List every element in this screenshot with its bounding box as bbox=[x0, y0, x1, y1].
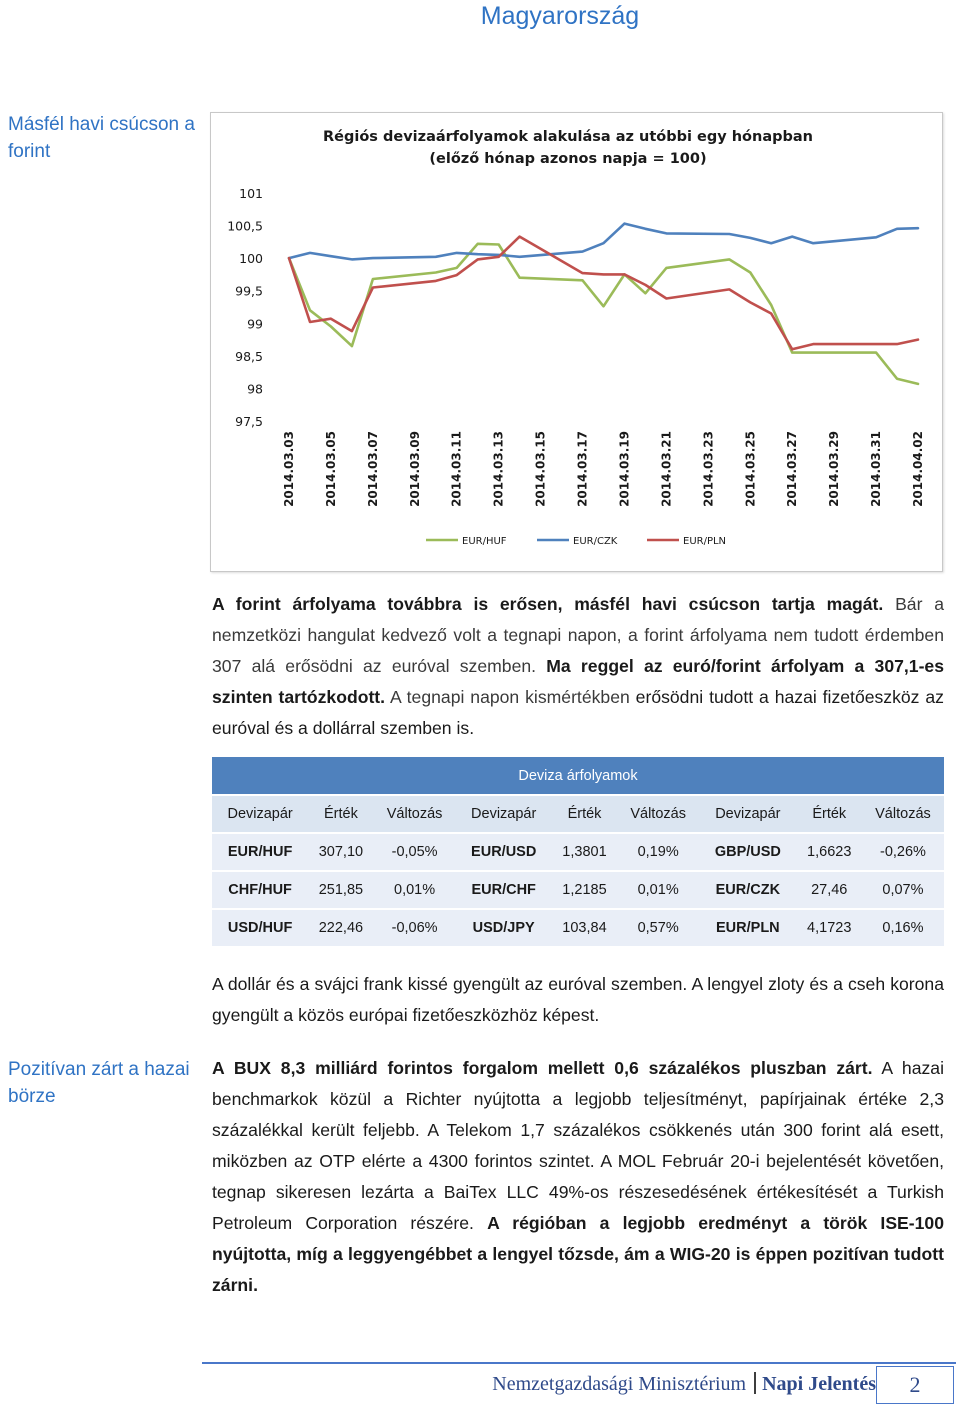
exchange-rate-chart bbox=[210, 112, 943, 572]
page-number: 2 bbox=[876, 1366, 954, 1404]
x-tick-label: 2014.03.11 bbox=[449, 431, 464, 507]
column-header: Változás bbox=[374, 795, 456, 833]
table-cell: 1,2185 bbox=[552, 871, 617, 909]
table-cell: 0,16% bbox=[862, 909, 944, 947]
x-tick-label: 2014.03.19 bbox=[617, 431, 632, 507]
forint-paragraph bbox=[212, 589, 944, 744]
table-cell: 0,01% bbox=[617, 871, 699, 909]
legend-label: EUR/PLN bbox=[683, 536, 727, 547]
y-tick-label: 100,5 bbox=[227, 218, 263, 234]
table-cell: 27,46 bbox=[797, 871, 862, 909]
legend-label: EUR/HUF bbox=[462, 536, 507, 547]
y-axis bbox=[227, 186, 263, 429]
table-cell: 0,57% bbox=[617, 909, 699, 947]
forint-highlight: Ma reggel az euró/forint árfolyam a 307,1-es szinten tartózkodott. bbox=[212, 656, 944, 707]
series-line-eur-pln bbox=[289, 237, 918, 350]
y-tick-label: 100 bbox=[239, 251, 263, 267]
column-header: Változás bbox=[862, 795, 944, 833]
footer bbox=[492, 1372, 876, 1396]
forint-text-1: Bár a nemzetközi hangulat kedvező volt a tegnapi napon, a forint árfolyama nem tudott érdemben 307 alá erősödni az euróval szemben. bbox=[212, 594, 944, 676]
table-cell: 103,84 bbox=[552, 909, 617, 947]
table-title: Deviza árfolyamok bbox=[212, 757, 944, 795]
page-title: Magyarország bbox=[480, 2, 640, 30]
y-tick-label: 101 bbox=[239, 186, 263, 201]
section-title-forint: Másfél havi csúcson a forint bbox=[8, 114, 195, 162]
footer-report: Napi Jelentés bbox=[762, 1373, 876, 1395]
column-header: Devizapár bbox=[212, 795, 308, 833]
table-cell: 0,07% bbox=[862, 871, 944, 909]
legend-label: EUR/CZK bbox=[573, 536, 618, 547]
y-tick-label: 99 bbox=[247, 316, 263, 332]
x-tick-label: 2014.03.29 bbox=[827, 431, 842, 507]
chart-canvas bbox=[211, 113, 944, 573]
table-cell: -0,26% bbox=[862, 833, 944, 871]
table-cell: CHF/HUF bbox=[212, 871, 308, 909]
x-tick-label: 2014.03.15 bbox=[533, 431, 548, 507]
table-cell: EUR/USD bbox=[456, 833, 552, 871]
table-cell: 0,01% bbox=[374, 871, 456, 909]
currency-paragraph: A dollár és a svájci frank kissé gyengült az euróval szemben. A lengyel zloty és a cseh korona gyengült a közös európai fizetőeszközhöz képest. bbox=[212, 974, 944, 1025]
footer-separator bbox=[754, 1372, 756, 1394]
series-line-eur-czk bbox=[289, 224, 918, 260]
table-cell: 307,10 bbox=[308, 833, 373, 871]
x-axis bbox=[282, 431, 925, 507]
chart-title: Régiós devizaárfolyamok alakulása az utóbbi egy hónapban bbox=[323, 129, 813, 145]
bourse-highlight: A régióban a legjobb eredményt a török ISE-100 nyújtotta, míg a leggyengébbet a lengyel tőzsde, ám a WIG-20 is éppen pozitívan tudott zárni. bbox=[212, 1213, 945, 1295]
table-cell: GBP/USD bbox=[699, 833, 796, 871]
chart-legend bbox=[426, 536, 726, 547]
bourse-headline: A BUX 8,3 milliárd forintos forgalom mellett 0,6 százalékos pluszban zárt. bbox=[212, 1058, 873, 1078]
forint-headline: A forint árfolyama továbbra is erősen, másfél havi csúcson tartja magát. bbox=[212, 594, 884, 614]
table-cell: 1,3801 bbox=[552, 833, 617, 871]
x-tick-label: 2014.03.03 bbox=[282, 431, 296, 507]
column-header: Érték bbox=[308, 795, 373, 833]
column-header: Változás bbox=[617, 795, 699, 833]
table-cell: -0,05% bbox=[374, 833, 456, 871]
table-cell: EUR/CZK bbox=[699, 871, 796, 909]
footer-ministry: Nemzetgazdasági Minisztérium bbox=[492, 1373, 747, 1395]
column-header: Érték bbox=[797, 795, 862, 833]
x-tick-label: 2014.03.05 bbox=[323, 431, 338, 507]
table-row bbox=[212, 909, 944, 947]
footer-rule bbox=[202, 1362, 956, 1364]
forint-text-2: A tegnapi napon kismértékben bbox=[385, 687, 636, 707]
table-cell: -0,06% bbox=[374, 909, 456, 947]
table-cell: 4,1723 bbox=[797, 909, 862, 947]
table-row bbox=[212, 833, 944, 871]
chart-subtitle: (előző hónap azonos napja = 100) bbox=[429, 151, 707, 167]
column-header: Érték bbox=[552, 795, 617, 833]
column-header: Devizapár bbox=[699, 795, 796, 833]
table-header-row bbox=[212, 795, 944, 833]
table-cell: 0,19% bbox=[617, 833, 699, 871]
x-tick-label: 2014.03.23 bbox=[701, 431, 716, 507]
table-cell: EUR/PLN bbox=[699, 909, 796, 947]
table-cell: USD/JPY bbox=[456, 909, 552, 947]
bourse-paragraph bbox=[212, 1053, 944, 1301]
table-cell: EUR/HUF bbox=[212, 833, 308, 871]
x-tick-label: 2014.03.17 bbox=[575, 431, 590, 507]
x-tick-label: 2014.03.31 bbox=[869, 431, 884, 507]
table-cell: 251,85 bbox=[308, 871, 373, 909]
bourse-text: A hazai benchmarkok közül a Richter nyújtotta a legjobb teljesítményt, papírjainak értéke 2,3 százalékkal került feljebb. A Telekom 1,7 százalékos csökkenés után 300 forint alá esett, miközben az OTP elérte a 4300 forintos szintet. A MOL Február 20-i bejelentését követően, tegnap sikeresen lezárta a BaiTex LLC 49%-os részesedésének értékesítését a Turkish Petroleum Corporation részére. bbox=[212, 1058, 944, 1233]
x-tick-label: 2014.03.21 bbox=[659, 431, 674, 507]
x-tick-label: 2014.04.02 bbox=[911, 431, 925, 507]
table-row bbox=[212, 871, 944, 909]
x-tick-label: 2014.03.13 bbox=[491, 431, 506, 507]
x-tick-label: 2014.03.07 bbox=[365, 431, 380, 507]
table-cell: 1,6623 bbox=[797, 833, 862, 871]
y-tick-label: 97,5 bbox=[235, 414, 263, 429]
x-tick-label: 2014.03.09 bbox=[407, 431, 422, 507]
table-cell: EUR/CHF bbox=[456, 871, 552, 909]
section-title-bourse: Pozitívan zárt a hazai börze bbox=[8, 1059, 190, 1107]
forint-text-3: erősödni tudott a hazai fizetőeszköz az euróval és a dollárral szemben is. bbox=[212, 687, 944, 738]
table-cell: USD/HUF bbox=[212, 909, 308, 947]
y-tick-label: 99,5 bbox=[235, 283, 263, 299]
currency-rates-table bbox=[212, 757, 944, 948]
y-tick-label: 98,5 bbox=[235, 348, 263, 364]
series-lines bbox=[289, 224, 918, 384]
x-tick-label: 2014.03.27 bbox=[785, 431, 800, 507]
series-line-eur-huf bbox=[289, 244, 918, 384]
column-header: Devizapár bbox=[456, 795, 552, 833]
x-tick-label: 2014.03.25 bbox=[743, 431, 758, 507]
table-cell: 222,46 bbox=[308, 909, 373, 947]
y-tick-label: 98 bbox=[247, 381, 263, 397]
